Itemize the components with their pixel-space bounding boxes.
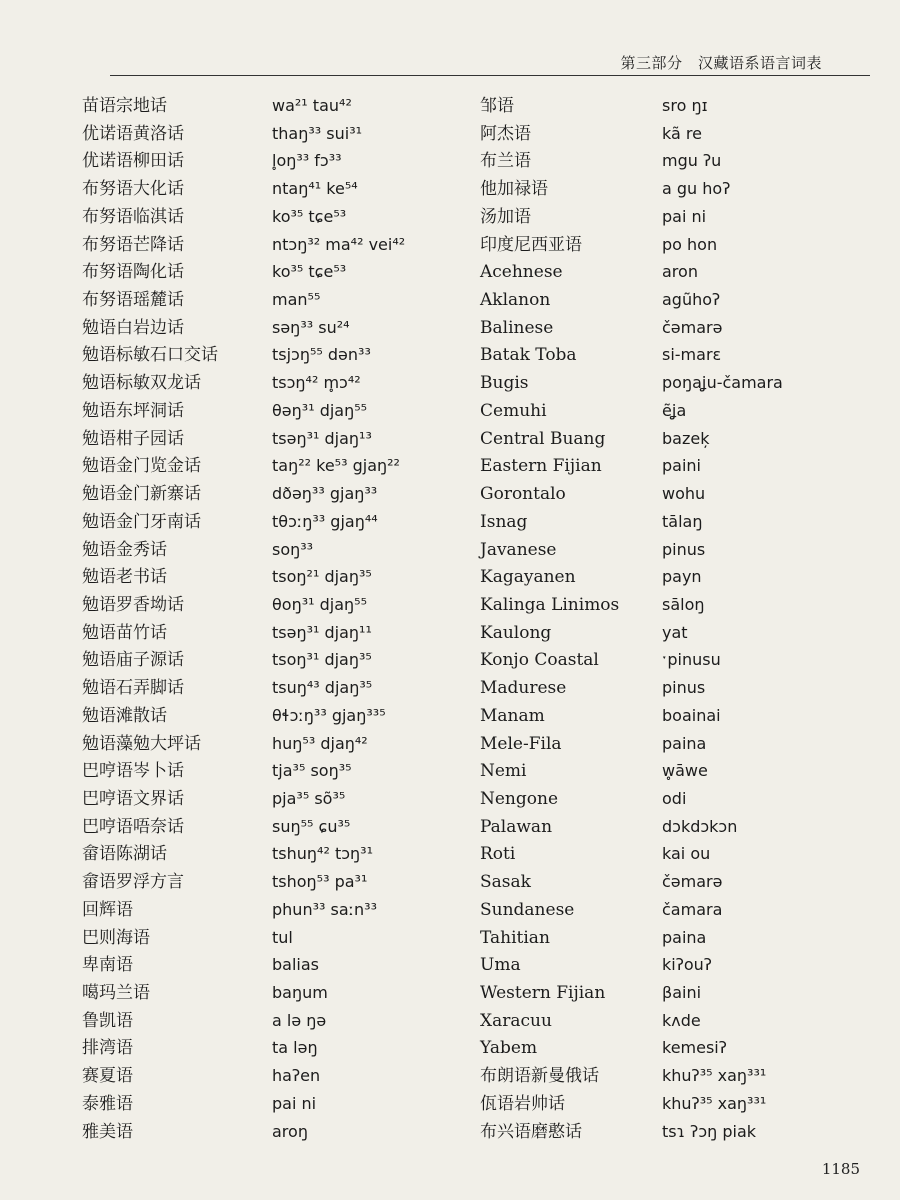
language-name: Madurese — [480, 678, 567, 699]
vocab-row — [480, 316, 870, 340]
word-form: tsəŋ³¹ djaŋ¹³ — [272, 428, 372, 448]
word-form: kiʔouʔ — [662, 955, 712, 975]
language-name: 勉语罗香坳话 — [82, 594, 184, 615]
vocab-row — [82, 260, 442, 284]
language-name: 巴哼语唔奈话 — [82, 816, 184, 837]
language-name: Aklanon — [480, 290, 551, 311]
word-form: θəŋ³¹ djaŋ⁵⁵ — [272, 400, 368, 420]
word-form: βaini — [662, 983, 702, 1002]
word-form: pinus — [662, 678, 706, 698]
vocab-row — [480, 149, 870, 173]
word-form: kai ou — [662, 844, 711, 864]
vocab-row — [480, 815, 870, 839]
vocab-row — [82, 288, 442, 312]
vocab-row — [82, 593, 442, 617]
language-name: 他加禄语 — [480, 179, 548, 200]
vocab-row — [82, 953, 442, 977]
vocab-row — [480, 343, 870, 367]
language-name: 巴哼语岑卜话 — [82, 761, 184, 782]
word-form: ntaŋ⁴¹ ke⁵⁴ — [272, 179, 358, 199]
vocab-row — [82, 177, 442, 201]
vocab-row — [480, 233, 870, 257]
language-name: 勉语藻勉大坪话 — [82, 733, 201, 754]
language-name: Western Fijian — [480, 983, 606, 1003]
word-form: a lə ŋə — [272, 1010, 327, 1030]
word-form: si-marɛ — [662, 345, 722, 365]
language-name: 巴则海语 — [82, 927, 150, 948]
vocab-row — [480, 482, 870, 506]
language-name: 布努语瑶麓话 — [82, 290, 184, 311]
vocab-row — [480, 732, 870, 756]
vocab-row — [82, 538, 442, 562]
word-form: kã re — [662, 123, 702, 143]
word-form: čəmarə — [662, 317, 723, 337]
word-form: ko³⁵ tɕe⁵³ — [272, 206, 347, 226]
vocab-row — [82, 149, 442, 173]
word-form: ẽʝa — [662, 400, 687, 420]
language-name: 勉语庙子源话 — [82, 650, 184, 671]
word-form: mgu ʔu — [662, 151, 722, 171]
vocab-row — [480, 593, 870, 617]
language-name: Gorontalo — [480, 484, 566, 505]
language-name: 勉语标敏石口交话 — [82, 345, 218, 366]
vocab-row — [82, 1092, 442, 1116]
word-form: boainai — [662, 705, 721, 725]
language-name: Mele-Fila — [480, 733, 562, 754]
word-form: paina — [662, 733, 707, 753]
vocab-row — [480, 676, 870, 700]
word-form: səŋ³³ su²⁴ — [272, 317, 350, 337]
language-name: 勉语滩散话 — [82, 705, 167, 726]
word-form: khuʔ³⁵ xaŋ³³¹ — [662, 1066, 767, 1086]
vocab-row — [82, 870, 442, 894]
vocab-row — [82, 842, 442, 866]
vocab-row — [480, 427, 870, 451]
vocab-row — [82, 926, 442, 950]
vocab-row — [480, 510, 870, 534]
vocab-row — [480, 177, 870, 201]
vocab-row — [480, 898, 870, 922]
language-name: 优诺语黄洛话 — [82, 123, 184, 144]
word-form: ntɔŋ³² ma⁴² vei⁴² — [272, 234, 406, 254]
vocab-row — [480, 1036, 870, 1060]
vocab-row — [480, 953, 870, 977]
word-form: ˑpinusu — [662, 650, 721, 670]
language-name: 优诺语柳田话 — [82, 151, 184, 172]
vocab-row — [82, 1036, 442, 1060]
language-name: Central Buang — [480, 428, 606, 449]
vocab-row — [480, 399, 870, 423]
language-name: 畲语罗浮方言 — [82, 872, 184, 893]
language-name: 卑南语 — [82, 955, 133, 976]
language-name: 勉语苗竹话 — [82, 622, 167, 643]
vocab-row — [82, 981, 442, 1005]
language-name: Isnag — [480, 511, 528, 532]
language-name: 勉语金门牙南话 — [82, 511, 201, 532]
language-name: 佤语岩帅话 — [480, 1093, 565, 1114]
language-name: Batak Toba — [480, 345, 577, 366]
vocab-row — [82, 510, 442, 534]
vocab-row — [480, 842, 870, 866]
language-name: 鲁凯语 — [82, 1010, 133, 1031]
vocab-row — [480, 371, 870, 395]
word-form: wa²¹ tau⁴² — [272, 96, 352, 115]
word-form: tsoŋ²¹ djaŋ³⁵ — [272, 567, 372, 587]
word-form: bazeķ — [662, 428, 710, 448]
vocab-row — [82, 787, 442, 811]
word-form: odi — [662, 788, 687, 808]
word-form: soŋ³³ — [272, 539, 314, 559]
page-number: 1185 — [821, 1160, 860, 1178]
word-form: poŋaʝu-čamara — [662, 373, 783, 393]
word-form: phun³³ saːn³³ — [272, 899, 377, 919]
language-name: Xaracuu — [480, 1010, 552, 1031]
vocab-row — [480, 787, 870, 811]
language-name: 勉语白岩边话 — [82, 317, 184, 338]
word-form: po hon — [662, 234, 718, 254]
word-form: man⁵⁵ — [272, 290, 321, 310]
right-column — [480, 94, 870, 1144]
vocab-row — [82, 759, 442, 783]
language-name: Kagayanen — [480, 567, 576, 588]
word-form: ko³⁵ tɕe⁵³ — [272, 262, 347, 282]
word-form: tshuŋ⁴² tɔŋ³¹ — [272, 844, 373, 864]
vocab-row — [82, 898, 442, 922]
word-form: yat — [662, 622, 688, 642]
word-form: thaŋ³³ sui³¹ — [272, 123, 363, 143]
language-name: 布兴语磨憨话 — [480, 1121, 582, 1142]
word-form: tsjɔŋ⁵⁵ dən³³ — [272, 345, 371, 365]
language-name: Balinese — [480, 317, 554, 338]
vocab-row — [82, 399, 442, 423]
left-column — [82, 94, 442, 1144]
language-name: Acehnese — [480, 262, 563, 283]
word-form: čamara — [662, 899, 723, 919]
header-rule — [110, 75, 870, 76]
vocab-row — [480, 621, 870, 645]
vocab-row — [480, 122, 870, 146]
word-form: paini — [662, 456, 701, 476]
language-name: 布努语大化话 — [82, 179, 184, 200]
word-form: agũhoʔ — [662, 290, 721, 310]
vocab-row — [82, 427, 442, 451]
word-form: dðəŋ³³ gjaŋ³³ — [272, 484, 378, 504]
vocab-row — [82, 1064, 442, 1088]
word-form: dɔkdɔkɔn — [662, 816, 738, 836]
word-form: θoŋ³¹ djaŋ⁵⁵ — [272, 594, 368, 614]
word-form: aron — [662, 262, 698, 282]
language-name: Nengone — [480, 788, 559, 809]
vocab-row — [82, 454, 442, 478]
language-name: Eastern Fijian — [480, 456, 602, 477]
vocab-row — [82, 371, 442, 395]
vocab-row — [82, 316, 442, 340]
language-name: 布努语临淇话 — [82, 206, 184, 227]
language-name: Cemuhi — [480, 400, 547, 421]
language-name: 勉语标敏双龙话 — [82, 373, 201, 394]
vocab-row — [480, 648, 870, 672]
language-name: 勉语金门览金话 — [82, 456, 201, 477]
language-name: Palawan — [480, 816, 553, 837]
word-form: aroŋ — [272, 1121, 308, 1141]
vocab-row — [480, 1009, 870, 1033]
vocab-row — [480, 205, 870, 229]
word-form: pinus — [662, 539, 706, 559]
word-form: sāloŋ — [662, 594, 705, 614]
vocab-row — [82, 205, 442, 229]
word-form: suŋ⁵⁵ ɕu³⁵ — [272, 816, 351, 836]
vocab-row — [480, 454, 870, 478]
language-name: 布努语陶化话 — [82, 262, 184, 283]
vocab-row — [82, 482, 442, 506]
word-form: tsəŋ³¹ djaŋ¹¹ — [272, 622, 372, 642]
language-name: Sasak — [480, 872, 531, 893]
language-name: 勉语金门新寨话 — [82, 484, 201, 505]
vocab-row — [82, 565, 442, 589]
vocab-row — [480, 981, 870, 1005]
word-form: w̥āwe — [662, 761, 708, 781]
language-name: 噶玛兰语 — [82, 983, 150, 1003]
word-form: pai ni — [272, 1093, 317, 1113]
language-name: 布兰语 — [480, 151, 531, 172]
word-form: l̥oŋ³³ fɔ³³ — [272, 151, 342, 171]
vocab-row — [82, 815, 442, 839]
word-form: baŋum — [272, 983, 328, 1002]
word-form: paina — [662, 927, 707, 947]
word-form: θɬɔːŋ³³ gjaŋ³³⁵ — [272, 705, 386, 725]
word-form: čəmarə — [662, 872, 723, 892]
language-name: Uma — [480, 955, 521, 976]
vocab-row — [480, 288, 870, 312]
word-form: sro ŋɪ — [662, 96, 708, 115]
language-name: 汤加语 — [480, 206, 531, 227]
vocab-row — [480, 1064, 870, 1088]
word-form: tθɔːŋ³³ gjaŋ⁴⁴ — [272, 511, 378, 531]
word-form: tja³⁵ soŋ³⁵ — [272, 761, 352, 781]
vocab-row — [82, 676, 442, 700]
word-form: balias — [272, 955, 319, 975]
language-name: Roti — [480, 844, 516, 865]
language-name: 畲语陈湖话 — [82, 844, 167, 865]
language-name: 勉语金秀话 — [82, 539, 167, 560]
word-form: tsɿ ʔɔŋ piak — [662, 1121, 757, 1141]
language-name: Kaulong — [480, 622, 552, 643]
language-name: 勉语东坪洞话 — [82, 400, 184, 421]
vocab-row — [480, 759, 870, 783]
word-form: tsuŋ⁴³ djaŋ³⁵ — [272, 678, 373, 698]
language-name: 布朗语新曼俄话 — [480, 1066, 599, 1087]
language-name: Manam — [480, 705, 545, 726]
language-name: 邹语 — [480, 96, 514, 116]
language-name: Nemi — [480, 761, 527, 782]
language-name: Kalinga Linimos — [480, 594, 620, 615]
page-header — [0, 44, 900, 84]
vocab-row — [480, 870, 870, 894]
word-form: tshoŋ⁵³ pa³¹ — [272, 872, 368, 892]
word-form: ta ləŋ — [272, 1038, 318, 1058]
language-name: Konjo Coastal — [480, 650, 599, 671]
word-form: payn — [662, 567, 702, 587]
vocab-row — [480, 260, 870, 284]
language-name: 赛夏语 — [82, 1066, 133, 1087]
vocab-row — [480, 1092, 870, 1116]
language-name: 勉语老书话 — [82, 567, 167, 588]
language-name: 雅美语 — [82, 1121, 133, 1142]
language-name: 回辉语 — [82, 899, 133, 920]
word-form: a gu hoʔ — [662, 179, 731, 199]
language-name: Yabem — [480, 1038, 538, 1059]
header-title: 第三部分 汉藏语系语言词表 — [620, 54, 822, 72]
language-name: 勉语柑子园话 — [82, 428, 184, 449]
vocab-row — [82, 343, 442, 367]
word-form: tul — [272, 927, 293, 947]
language-name: 印度尼西亚语 — [480, 234, 582, 255]
vocab-row — [480, 704, 870, 728]
vocab-row — [82, 94, 442, 118]
vocab-row — [480, 565, 870, 589]
word-form: khuʔ³⁵ xaŋ³³¹ — [662, 1093, 767, 1113]
word-form: tsɔŋ⁴² m̥ɔ⁴² — [272, 373, 361, 393]
word-form: kemesiʔ — [662, 1038, 727, 1058]
vocab-row — [82, 233, 442, 257]
word-form: huŋ⁵³ djaŋ⁴² — [272, 733, 368, 753]
vocab-row — [82, 704, 442, 728]
word-form: tālaŋ — [662, 511, 703, 531]
language-name: 苗语宗地话 — [82, 96, 167, 116]
language-name: Bugis — [480, 373, 529, 394]
word-form: pja³⁵ sõ³⁵ — [272, 788, 346, 808]
vocab-row — [480, 1120, 870, 1144]
word-form: haʔen — [272, 1066, 321, 1086]
language-name: Tahitian — [480, 927, 550, 948]
language-name: 阿杰语 — [480, 123, 531, 144]
vocab-row — [82, 1120, 442, 1144]
vocab-row — [480, 926, 870, 950]
language-name: 巴哼语文界话 — [82, 788, 184, 809]
vocab-row — [82, 621, 442, 645]
language-name: Javanese — [480, 539, 557, 560]
language-name: Sundanese — [480, 899, 575, 920]
vocab-row — [82, 648, 442, 672]
word-form: tsoŋ³¹ djaŋ³⁵ — [272, 650, 372, 670]
language-name: 勉语石弄脚话 — [82, 678, 184, 699]
language-name: 布努语芒降话 — [82, 234, 184, 255]
vocab-row — [82, 122, 442, 146]
word-form: pai ni — [662, 206, 707, 226]
vocab-row — [480, 94, 870, 118]
vocab-row — [82, 732, 442, 756]
vocab-row — [480, 538, 870, 562]
language-name: 泰雅语 — [82, 1093, 133, 1114]
word-form: kʌde — [662, 1010, 701, 1030]
vocab-row — [82, 1009, 442, 1033]
word-form: wohu — [662, 484, 706, 504]
word-form: taŋ²² ke⁵³ gjaŋ²² — [272, 456, 400, 476]
language-name: 排湾语 — [82, 1038, 133, 1059]
